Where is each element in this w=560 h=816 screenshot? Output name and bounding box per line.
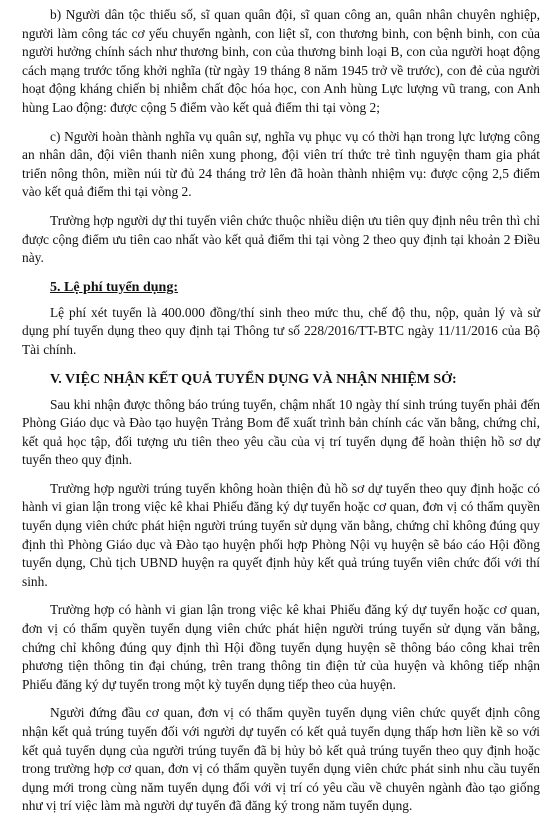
heading-section-v: V. VIỆC NHẬN KẾT QUẢ TUYỂN DỤNG VÀ NHẬN NHIỆM SỞ: — [50, 371, 457, 387]
paragraph-priority-b: b) Người dân tộc thiểu số, sĩ quan quân đội, sĩ quan công an, quân nhân chuyên nghiệp, người làm công tác cơ yếu chuyển ngành, con liệt sĩ, con thương binh, con bệnh binh, con của người hưởng chính sách như thương binh, con của thương binh loại B, con của người hoạt động cách mạng trước tổng khởi nghĩa (từ ngày 19 tháng 8 năm 1945 trở về trước), con đẻ của người hoạt động kháng chiến bị nhiễm chất độc hóa học, con Anh hùng Lực lượng vũ trang, con Anh hùng Lao động: được cộng 5 điểm vào kết quả điểm thi tại vòng 2; — [22, 7, 540, 115]
paragraph-priority-c: c) Người hoàn thành nghĩa vụ quân sự, nghĩa vụ phục vụ có thời hạn trong lực lượng công an nhân dân, đội viên thanh niên xung phong, đội viên trí thức trẻ tình nguyện tham gia phát triển nông thôn, miền núi từ đủ 24 tháng trở lên đã hoàn thành nhiệm vụ: được cộng 2,5 điểm vào kết quả điểm thi tại vòng 2. — [22, 128, 540, 200]
paragraph-v-4: Người đứng đầu cơ quan, đơn vị có thẩm quyền tuyển dụng viên chức quyết định công nhận kết quả trúng tuyển đối với người dự tuyển có kết quả tuyển dụng thấp hơn liền kề so với kết quả tuyển dụng của người trúng tuyển đã bị hủy bỏ kết quả trúng tuyển theo quy định hoặc trong trường hợp cơ quan, đơn vị có thẩm quyền tuyển dụng viên chức phát sinh nhu cầu tuyển dụng mới trong cùng năm tuyển dụng đối với vị trí có yêu cầu về chuyên ngành đào tạo giống như vị trí việc làm mà người dự tuyển đã đăng ký trong năm tuyển dụng. — [22, 705, 540, 814]
paragraph-v-1: Sau khi nhận được thông báo trúng tuyển, chậm nhất 10 ngày thí sinh trúng tuyển phải đến Phòng Giáo dục và Đào tạo huyện Trảng Bom để xuất trình bản chính các văn bằng, chứng chỉ, kết quả học tập, đối tượng ưu tiên theo yêu cầu của vị trí tuyển dụng để hoàn thiện hồ sơ dự tuyển theo quy định. — [22, 396, 540, 468]
paragraph-v-3: Trường hợp có hành vi gian lận trong việc kê khai Phiếu đăng ký dự tuyển hoặc cơ quan, đơn vị có thẩm quyền tuyển dụng viên chức phát hiện người trúng tuyển sử dụng văn bằng, chứng chỉ không đúng quy định thì Hội đồng tuyển dụng huyện sẽ thông báo công khai trên phương tiện thông tin đại chúng, trên trang thông tin điện tử của huyện và không tiếp nhận Phiếu đăng ký dự tuyển trong một kỳ tuyển dụng tiếp theo của huyện. — [22, 602, 540, 692]
paragraph-priority-highest: Trường hợp người dự thi tuyển viên chức thuộc nhiều diện ưu tiên quy định nêu trên thì chỉ được cộng điểm ưu tiên cao nhất vào kết quả điểm thi tại vòng 2 theo quy định tại khoản 2 Điều này. — [22, 212, 540, 266]
heading-fee — [22, 278, 540, 298]
paragraph-v-2: Trường hợp người trúng tuyển không hoàn thiện đủ hồ sơ dự tuyển theo quy định hoặc có hành vi gian lận trong việc kê khai Phiếu đăng ký dự tuyển hoặc cơ quan, đơn vị có thẩm quyền tuyển dụng viên chức phát hiện người trúng tuyển sử dụng văn bằng, chứng chỉ không đúng quy định thì Phòng Giáo dục và Đào tạo huyện phối hợp Phòng Nội vụ huyện sẽ báo cáo Hội đồng tuyển dụng, Chủ tịch UBND huyện ra quyết định hủy kết quả trúng tuyển viên chức đối với thí sinh. — [22, 480, 540, 589]
paragraph-fee: Lệ phí xét tuyển là 400.000 đồng/thí sinh theo mức thu, chế độ thu, nộp, quản lý và sử dụng phí tuyển dụng theo quy định tại Thông tư số 228/2016/TT-BTC ngày 11/11/2016 của Bộ Tài chính. — [22, 304, 540, 357]
heading-fee-text: 5. Lệ phí tuyển dụng: — [50, 279, 178, 295]
